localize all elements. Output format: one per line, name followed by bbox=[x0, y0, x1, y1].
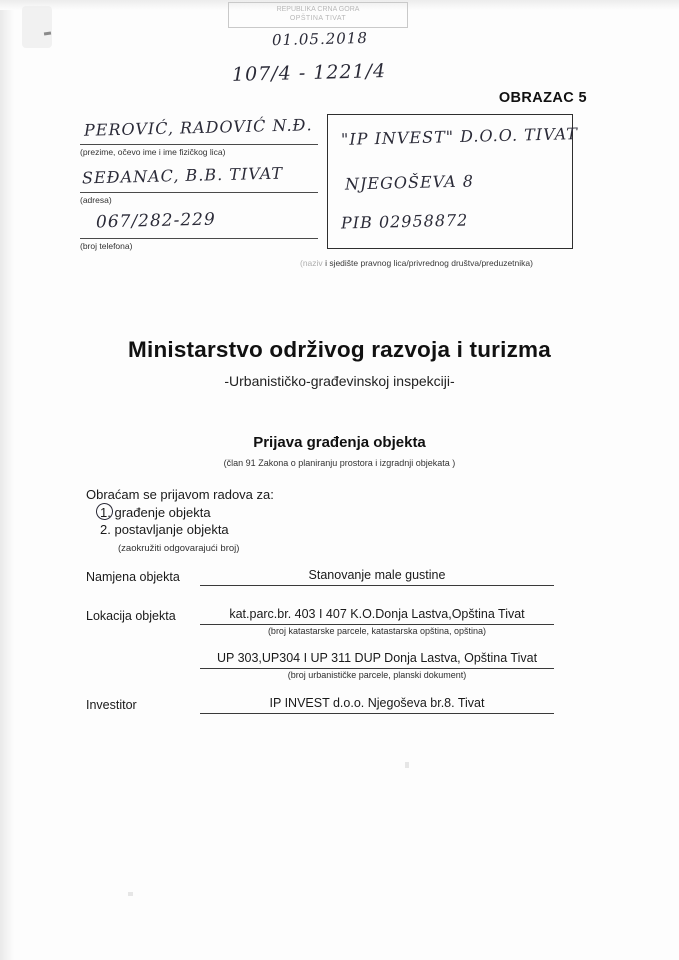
field-value-namjena: Stanovanje male gustine bbox=[308, 568, 446, 582]
lead-text: Obraćam se prijavom radova za: bbox=[86, 487, 274, 502]
field-underline-lokacija bbox=[200, 624, 554, 625]
legal-entity-line3-handwritten: PIB 02958872 bbox=[340, 210, 469, 233]
top-stamp-box bbox=[228, 2, 408, 28]
field-value-lokacija: kat.parc.br. 403 I 407 K.O.Donja Lastva,Opština Tivat bbox=[229, 607, 525, 621]
field-caption-urbanisticka-parcela: (broj urbanističke parcele, planski dokument) bbox=[287, 670, 467, 680]
legal-entity-caption-text: i sjedište pravnog lica/privrednog društva/preduzetnika) bbox=[325, 258, 533, 268]
document-title: Prijava građenja objekta bbox=[253, 434, 426, 451]
scan-speck bbox=[405, 762, 409, 768]
applicant-phone-handwritten: 067/282-229 bbox=[95, 209, 217, 233]
applicant-address-handwritten: SEĐANAC, B.B. TIVAT bbox=[81, 163, 284, 188]
form-code: OBRAZAC 5 bbox=[498, 90, 587, 106]
field-label-lokacija: Lokacija objekta bbox=[86, 609, 176, 623]
ministry-title: Ministarstvo održivog razvoja i turizma bbox=[128, 337, 551, 362]
field-value-investitor: IP INVEST d.o.o. Njegoševa br.8. Tivat bbox=[269, 696, 485, 710]
options-note: (zaokružiti odgovarajući broj) bbox=[118, 543, 240, 554]
applicant-name-handwritten: PEROVIĆ, RADOVIĆ N.Đ. bbox=[83, 115, 313, 140]
scan-edge-shadow bbox=[0, 0, 14, 960]
legal-entity-caption-faded: (naziv bbox=[300, 258, 323, 268]
option-2-number: 2. bbox=[100, 522, 111, 537]
top-stamp-line2: OPŠTINA TIVAT bbox=[289, 15, 347, 22]
field-underline-urbanisticka-parcela bbox=[200, 668, 554, 669]
top-stamp-line1: REPUBLIKA CRNA GORA bbox=[276, 6, 360, 13]
option-2-label: postavljanje objekta bbox=[114, 522, 229, 537]
legal-entity-caption bbox=[300, 258, 533, 268]
applicant-name-caption: (prezime, očevo ime i ime fizičkog lica) bbox=[80, 147, 226, 157]
field-value-urbanisticka-parcela: UP 303,UP304 I UP 311 DUP Donja Lastva, Opština Tivat bbox=[216, 651, 538, 665]
applicant-address-caption: (adresa) bbox=[80, 195, 112, 205]
applicant-phone-caption: (broj telefona) bbox=[80, 241, 133, 251]
field-underline-investitor bbox=[200, 713, 554, 714]
option-2 bbox=[100, 522, 229, 537]
applicant-address-line bbox=[80, 192, 318, 193]
field-label-namjena: Namjena objekta bbox=[86, 570, 180, 584]
legal-entity-line1-handwritten: "IP INVEST" D.O.O. TIVAT bbox=[340, 124, 579, 149]
applicant-phone-line bbox=[80, 238, 318, 239]
option-1 bbox=[100, 505, 211, 520]
option-1-number: 1. bbox=[100, 505, 111, 520]
stamp-number-handwritten: 107/4 - 1221/4 bbox=[231, 60, 387, 86]
stamp-date-handwritten: 01.05.2018 bbox=[271, 28, 369, 50]
document-law-reference: (član 91 Zakona o planiranju prostora i izgradnji objekata ) bbox=[223, 458, 456, 468]
ministry-subtitle: -Urbanističko-građevinskoj inspekciji- bbox=[224, 373, 455, 389]
scan-speck bbox=[128, 892, 133, 896]
legal-entity-line2-handwritten: NJEGOŠEVA 8 bbox=[344, 171, 475, 194]
field-underline-namjena bbox=[200, 585, 554, 586]
field-caption-lokacija: (broj katastarske parcele, katastarska opština, opština) bbox=[267, 626, 487, 636]
applicant-name-line bbox=[80, 144, 318, 145]
field-label-investitor: Investitor bbox=[86, 698, 137, 712]
option-1-label: građenje objekta bbox=[114, 505, 211, 520]
scan-artifact bbox=[22, 6, 52, 48]
